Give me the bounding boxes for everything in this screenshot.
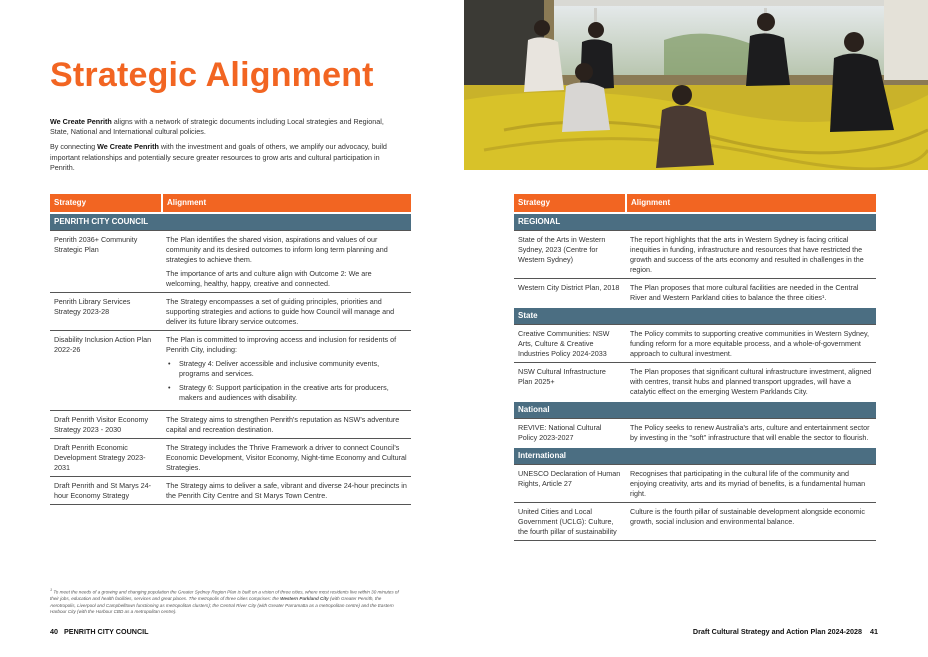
- alignment-text: The Plan identifies the shared vision, aspirations and values of our community and its desired outcomes to inform long term planning and strategies to achieve them.: [166, 235, 388, 264]
- bullet-list: [166, 359, 407, 403]
- header-strategy: Strategy: [514, 194, 626, 213]
- bullet-item: • Strategy 4: Deliver accessible and inclusive community events, programs and services.: [166, 359, 407, 379]
- alignment-cell: [162, 477, 411, 505]
- strategy-cell: Penrith Library Services Strategy 2023-28: [50, 293, 162, 331]
- alignment-text: The Plan is committed to improving access and inclusion for residents of Penrith City, including:: [166, 335, 397, 354]
- table-row: [514, 419, 876, 448]
- alignment-text: The Strategy aims to deliver a safe, vibrant and diverse 24-hour precincts in the Penrith City Centre and St Marys Town Centre.: [166, 481, 407, 500]
- table-row: [514, 465, 876, 503]
- header-strategy: Strategy: [50, 194, 162, 213]
- table-row: [50, 293, 411, 331]
- alignment-text: The Strategy includes the Thrive Framework a driver to connect Council's Economic Development, Visitor Economy, Night-time Economy and Cultural Strategies.: [166, 443, 407, 472]
- alignment-text: The Strategy encompasses a set of guiding principles, priorities and supporting strategies and actions to guide how Council will manage and deliver its future library service outcomes.: [166, 297, 395, 326]
- page-number: 41: [870, 627, 878, 636]
- strategy-cell: Draft Penrith and St Marys 24-hour Economy Strategy: [50, 477, 162, 505]
- footnote-text: (with Greater Penrith, the Aerotropolis, Liverpool and Campbelltown functioning as metropolitan clusters); the Central River City (with Greater Parramatta as a metropolitan centre) and the Eastern Harbour City (with the Harbour CBD as a metropolitan centre).: [50, 596, 394, 615]
- table-row: [514, 503, 876, 541]
- alignment-cell: Recognises that participating in the cultural life of the community and enjoying creativity, arts and its myriad of benefits, is a fundamental human right.: [626, 465, 876, 503]
- footnote-marker: 1: [50, 588, 53, 592]
- strategy-cell: Western City District Plan, 2018: [514, 279, 626, 308]
- strategy-cell: Draft Penrith Economic Development Strategy 2023-2031: [50, 439, 162, 477]
- folio-label: PENRITH CITY COUNCIL: [64, 627, 149, 636]
- header-alignment: Alignment: [162, 194, 411, 213]
- header-alignment: Alignment: [626, 194, 876, 213]
- alignment-text: The importance of arts and culture align with Outcome 2: We are welcoming, healthy, happy, creative and connected.: [166, 269, 372, 288]
- alignment-cell: [162, 439, 411, 477]
- alignment-cell: The report highlights that the arts in Western Sydney is facing critical inequities in funding, infrastructure and resources that have restricted the growth and success of the arts economy and resulted in challenges in the region.: [626, 231, 876, 279]
- strategy-table-left: [50, 194, 411, 505]
- alignment-cell: The Policy seeks to renew Australia's arts, culture and entertainment sector by investing in the "soft" infrastructure that will enable the sector to flourish.: [626, 419, 876, 448]
- intro-p2-text: with the investment and goals of others, we amplify our advocacy, build important relationships and potentially secure greater resources to grow arts and cultural participation in Penrith.: [50, 142, 387, 172]
- strategy-cell: Draft Penrith Visitor Economy Strategy 2023 - 2030: [50, 411, 162, 439]
- photo-illustration: [464, 0, 928, 170]
- section-state: State: [514, 307, 876, 325]
- folio-label: Draft Cultural Strategy and Action Plan 2024-2028: [692, 627, 862, 636]
- alignment-cell: The Policy commits to supporting creative communities in Western Sydney, funding reform for a more equitable process, and a whole-of-government approach to cultural investment.: [626, 325, 876, 363]
- table-row: [50, 411, 411, 439]
- page-title: Strategic Alignment: [50, 56, 374, 94]
- alignment-cell: [162, 331, 411, 411]
- workshop-photo: [464, 0, 928, 170]
- table-row: [50, 231, 411, 293]
- folio-right: [693, 627, 878, 636]
- folio-left: [50, 627, 149, 636]
- strategy-cell: REVIVE: National Cultural Policy 2023-2027: [514, 419, 626, 448]
- intro-bold-name-2: We Create Penrith: [97, 142, 159, 152]
- right-page: [464, 0, 928, 657]
- alignment-text: The Strategy aims to strengthen Penrith's reputation as NSW's adventure capital and recreation destination.: [166, 415, 400, 434]
- page-number: 40: [50, 627, 58, 636]
- table-row: [514, 363, 876, 402]
- alignment-cell: [162, 293, 411, 331]
- table-row: [50, 477, 411, 505]
- bullet-item: • Strategy 6: Support participation in the creative arts for producers, makers and audiences with disability.: [166, 383, 407, 403]
- strategy-cell: NSW Cultural Infrastructure Plan 2025+: [514, 363, 626, 402]
- intro-p2-pre: By connecting: [50, 142, 98, 152]
- table-row: [514, 279, 876, 308]
- footnote: [50, 587, 405, 616]
- intro-p1-text: aligns with a network of strategic documents including Local strategies and Regional, State, National and International cultural policies.: [50, 117, 384, 137]
- strategy-table-right: [514, 194, 876, 541]
- section-regional: REGIONAL: [514, 213, 876, 231]
- intro-text: [50, 117, 395, 178]
- strategy-cell: State of the Arts in Western Sydney, 2023 (Centre for Western Sydney): [514, 231, 626, 279]
- strategy-cell: UNESCO Declaration of Human Rights, Article 27: [514, 465, 626, 503]
- strategy-cell: Creative Communities: NSW Arts, Culture & Creative Industries Policy 2024-2033: [514, 325, 626, 363]
- strategy-cell: Disability Inclusion Action Plan 2022-26: [50, 331, 162, 411]
- table-row: [50, 439, 411, 477]
- intro-paragraph-1: [50, 117, 395, 137]
- alignment-cell: [162, 231, 411, 293]
- alignment-cell: The Plan proposes that significant cultural infrastructure investment, aligned with centres, transit hubs and planned transport upgrades, will have a catalytic effect on the emerging Western Parklands City.: [626, 363, 876, 402]
- strategy-cell: Penrith 2036+ Community Strategic Plan: [50, 231, 162, 293]
- table-row: [50, 331, 411, 411]
- section-international: International: [514, 447, 876, 465]
- footnote-bold: Western Parkland City: [280, 596, 329, 602]
- intro-bold-name: We Create Penrith: [50, 117, 112, 126]
- table-row: [514, 325, 876, 363]
- section-national: National: [514, 401, 876, 419]
- alignment-cell: Culture is the fourth pillar of sustainable development alongside economic growth, social inclusion and environmental balance.: [626, 503, 876, 541]
- strategy-cell: United Cities and Local Government (UCLG): Culture, the fourth pillar of sustainability: [514, 503, 626, 541]
- footnote-text: To meet the needs of a growing and changing population the Greater Sydney Region Plan is built on a vision of three cities, where most residents live within 30 minutes of their jobs, education and health facilities, services and great places. The metropolis of three cities comprises: the: [50, 589, 399, 602]
- table-row: [514, 231, 876, 279]
- intro-paragraph-2: [50, 142, 395, 173]
- section-penrith-city-council: PENRITH CITY COUNCIL: [50, 213, 411, 231]
- alignment-cell: The Plan proposes that more cultural facilities are needed in the Central River and Western Parkland cities to balance the three cities¹.: [626, 279, 876, 308]
- alignment-cell: [162, 411, 411, 439]
